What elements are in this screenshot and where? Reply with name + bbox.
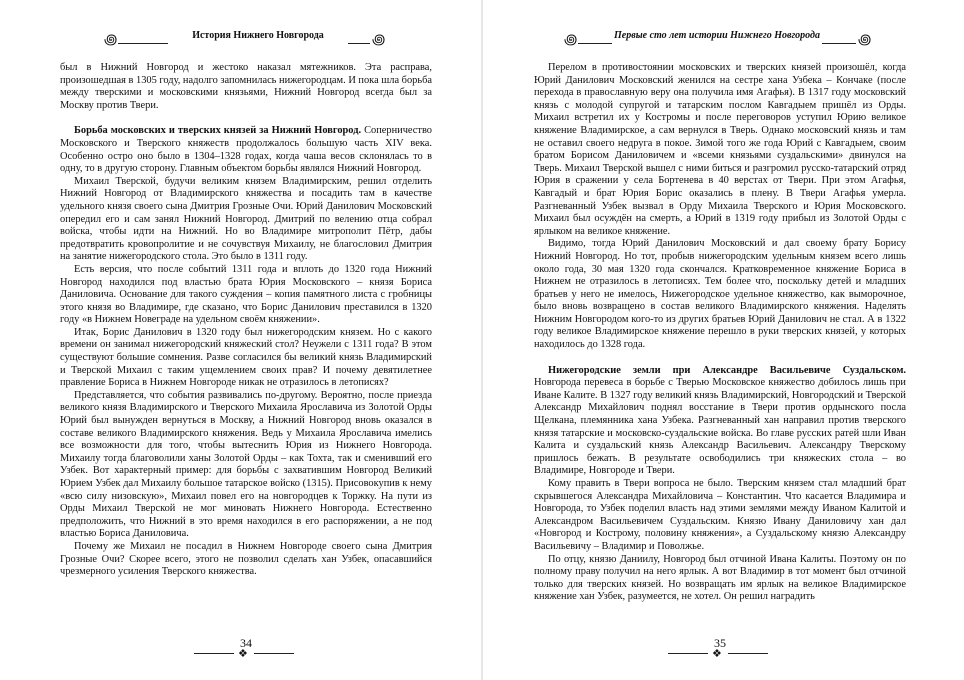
diamond-ornament-icon: ❖ <box>238 648 248 660</box>
footer-ornament <box>186 648 306 660</box>
paragraph: Представляется, что события развивались по-другому. Вероятно, после приезда великого князя Владимирского и Тверского Михаила Ярославича из Золотой Орды Юрий был вынужден вернуться в Москву, а Нижний Новгород вновь оказался в составе великого Владимирского княжения. Ведь у Михаила Ярославича имелись все возможности для того, чтобы вытеснить Юрия из Нижнего Новгорода. Михаилу тогда благоволили ханы Золотой Орды – как Тохта, так и сменивший его Узбек. Вот характерный пример: для борьбы с захватившим Новгород Великий Юрием Узбек дал Михаилу большое татарское войско (1315). Присовокупив к нему «всю силу низовскую», Михаил повел его на новгородцев к Торжку. На пути из Орды Михаил Тверской не мог миновать Нижнего Новгорода. Естественно предположить, что Нижний в это время находился в его распоряжении, а не под властью Бориса Даниловича. <box>60 389 432 540</box>
section-title: Нижегородские земли при Александре Васильевиче Суздальском. <box>548 364 906 376</box>
header-rule <box>348 43 370 44</box>
ornament-rule <box>194 653 234 654</box>
paragraph: Итак, Борис Данилович в 1320 году был нижегородским князем. Но с какого времени он занимал нижегородский княжеский стол? Неужели с 1311 года? В этом существуют большие сомнения. Разве согласился бы великий князь Владимирский и Тверской Михаил с таким ущемлением своих прав? И почему девятилетнее правление Бориса в Нижнем Новгороде никак не отразилось в летописях? <box>60 326 432 389</box>
paragraph: был в Нижний Новгород и жестоко наказал мятежников. Эта расправа, произошедшая в 1305 году, надолго запомнилась нижегородцам. И пока шла борьба между тверскими и московскими князьями, Нижний Новгород всегда был за Москву против Твери. <box>60 62 432 111</box>
page-number: 35 <box>714 636 726 650</box>
paragraph: По отцу, князю Даниилу, Новгород был отчиной Ивана Калиты. Поэтому он по полному праву получил на него ярлык. А вот Владимир в тот момент был отчиной только для тверских князей. Но возвращать им ярлык на великое Владимирское княжение хан Узбек, разумеется, не хотел. Он решил наградить <box>534 553 906 603</box>
paragraph-text: Новгорода перевеса в борьбе с Тверью Московское княжество добилось лишь при Иване Калите. В 1327 году великий князь Владимирский, Новгородский и Тверской Александр Михайлович поднял восстание в Твери против ордынского посла Щелкана, племянника хана Узбека. Разгневанный хан направил против тверского князя татарские и московско-суздальские войска. Во главе русских ратей шли Иван Калита и суздальский князь Александр Васильевич. Александру Тверскому пришлось бежать. В результате освободились три княжеских стола – во Владимире, Новгороде и Твери. <box>534 377 906 477</box>
page-number: 34 <box>240 636 252 650</box>
paragraph: Перелом в противостоянии московских и тверских князей произошёл, когда Юрий Данилович Московский женился на сестре хана Узбека – Кончаке (после перехода в православную веру она получила имя Агафья). В 1317 году московский князь с молодой супругой и татарским послом Кавгадыем пришёл из Орды. Михаил встретил их у Костромы и после переговоров уступил Юрию великое княжение Владимирское, а сам вернулся в Тверь. Однако московский князь и там не оставил своего недруга в покое. Зимой того же года Юрий с Кавгадыем, своим братом Борисом Даниловичем и «всеми князьями суздальскими» двинулся на Тверь. Михаил Тверской вышел с ними биться и разгромил русско-татарский отряд Юрия в сражении у села Бортенева в 40 верстах от Твери. При этом Агафья, Кавгадый и брат Юрия Борис оказались в плену. В Твери Агафья умерла. Разгневанный Узбек вызвал в Орду Михаила Тверского и Юрия Московского. Михаил был осуждён на смерть, а Юрий в 1319 году прибыл из Золотой Орды с ярлыком на великое княжение. <box>534 62 906 237</box>
header-rule <box>822 43 856 44</box>
running-header: История Нижнего Новгорода <box>192 30 324 41</box>
footer-ornament <box>660 648 780 660</box>
paragraph-text: Соперничество Московского и Тверского княжеств продолжалось большую часть XIV века. Особенно остро оно было в 1304–1328 годах, когда чаша весов склонялась то в одну, то в другую сторону. Главным объектом борьбы являлся Нижний Новгород. <box>60 125 432 175</box>
paragraph <box>534 365 906 478</box>
scroll-ornament-icon: ꩜ <box>564 33 578 48</box>
ornament-rule <box>254 653 294 654</box>
paragraph: Кому править в Твери вопроса не было. Тверским князем стал младший брат скрывшегося Александра Михайловича – Константин. Что касается Владимира и Новгорода, то Узбек поделил власть над этими землями между Иваном Калитой и Александром Васильевичем Суздальским. Князю Ивану Даниловичу хан дал «Новгород и Кострому, половину княжения», а Суздальскому князю Александру Васильевичу – Владимир и Поволжье. <box>534 478 906 552</box>
paragraph: Видимо, тогда Юрий Данилович Московский и дал своему брату Борису Нижний Новгород. Но тот, пробыв нижегородским удельным князем всего лишь около года, 30 мая 1320 года скончался. Кратковременное княжение Бориса в Нижнем не отразилось в летописях. Тем более что, поскольку детей и младших братьев у него не имелось, Нижегородское удельное княжество, как выморочное, было вновь возвращено в состав великого Владимирского княжения. Наделять Нижним Новгородом кого-то из других братьев Юрий Данилович не стал. А в 1322 году великое Владимирское княжение перешло в руки тверских князей, у которых находилось до 1328 года. <box>534 238 906 351</box>
scroll-ornament-icon: ꩜ <box>104 33 118 48</box>
page-body <box>60 62 432 579</box>
scroll-ornament-icon: ꩜ <box>372 33 386 48</box>
page-body <box>534 62 906 604</box>
right-page <box>482 0 964 680</box>
header-rule <box>118 43 168 44</box>
diamond-ornament-icon: ❖ <box>712 648 722 660</box>
paragraph: Почему же Михаил не посадил в Нижнем Новгороде своего сына Дмитрия Грозные Очи? Скорее всего, этого не позволил сделать хан Узбек, опасавшийся чрезмерного усиления Тверского княжества. <box>60 540 432 578</box>
paragraph <box>60 125 432 175</box>
scroll-ornament-icon: ꩜ <box>858 33 872 48</box>
ornament-rule <box>728 653 768 654</box>
paragraph: Михаил Тверской, будучи великим князем Владимирским, решил отделить Нижний Новгород от Владимирского княжества и посадить там в качестве удельного князя своего сына Дмитрия Грозные Очи. Юрий Данилович Московский опередил его и сам занял Нижний Новгород. Дмитрий по велению отца собрал войска, чтобы идти на Нижний. Но во Владимире митрополит Пётр, дабы предотвратить кровопролитие и не сочувствуя Михаилу, не благословил Дмитрия на занятие нижегородского стола. Это было в 1311 году. <box>60 175 432 263</box>
paragraph: Есть версия, что после событий 1311 года и вплоть до 1320 года Нижний Новгород находился под властью брата Юрия Московского – князя Бориса Даниловича. Основание для такого суждения – копия памятного листа с гробницы этого князя во Владимире, где сказано, что Борис Данилович преставился в 1320 году «в Нижнем Новеграде на удельном своём княжении». <box>60 263 432 326</box>
section-title: Борьба московских и тверских князей за Нижний Новгород. <box>74 125 362 137</box>
header-rule <box>578 43 612 44</box>
ornament-rule <box>668 653 708 654</box>
running-header: Первые сто лет истории Нижнего Новгорода <box>614 30 820 41</box>
